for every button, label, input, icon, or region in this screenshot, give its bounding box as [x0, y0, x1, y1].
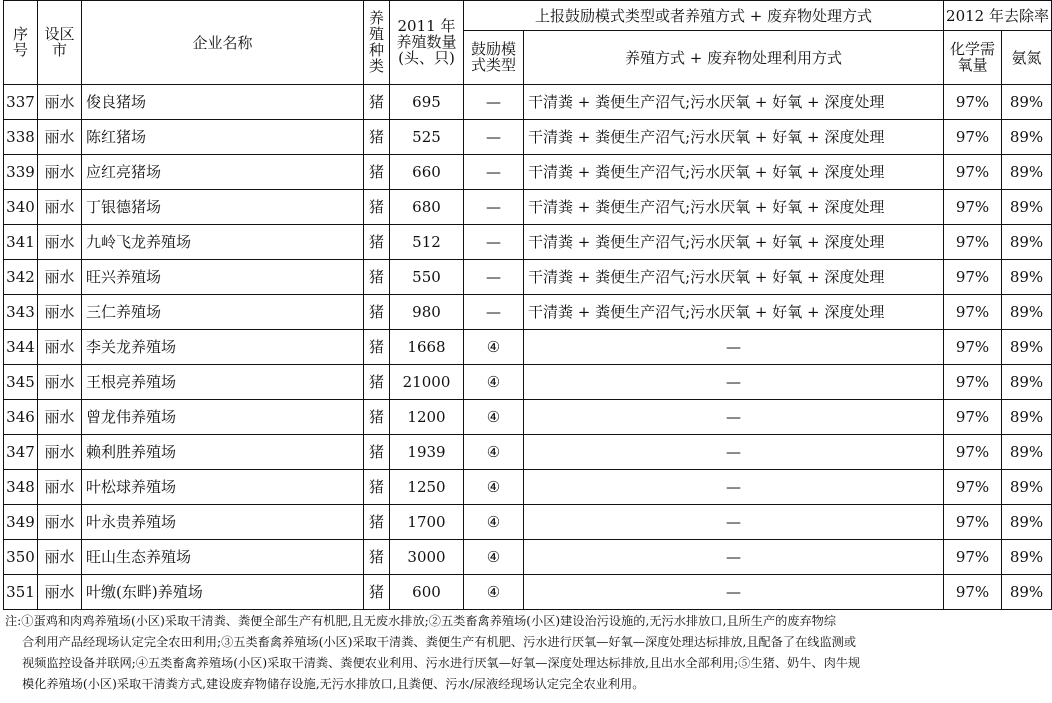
cell-species: 猪 [364, 120, 390, 155]
cell-method: — [524, 470, 944, 505]
cell-city: 丽水 [38, 435, 82, 470]
cell-city: 丽水 [38, 295, 82, 330]
cell-ammonia-rate: 89% [1002, 365, 1052, 400]
cell-mode: ④ [464, 470, 524, 505]
cell-company-name: 九岭飞龙养殖场 [82, 225, 364, 260]
cell-company-name: 叶缴(东畔)养殖场 [82, 575, 364, 610]
cell-cod-rate: 97% [944, 365, 1002, 400]
cell-cod-rate: 97% [944, 260, 1002, 295]
cell-mode: ④ [464, 435, 524, 470]
cell-cod-rate: 97% [944, 85, 1002, 120]
cell-mode: ④ [464, 575, 524, 610]
cell-seq: 349 [4, 505, 38, 540]
cell-seq: 345 [4, 365, 38, 400]
cell-cod-rate: 97% [944, 225, 1002, 260]
table-row [4, 435, 1052, 470]
cell-method: 干清粪 + 粪便生产沼气;污水厌氧 + 好氧 + 深度处理 [524, 190, 944, 225]
cell-seq: 347 [4, 435, 38, 470]
cell-cod-rate: 97% [944, 120, 1002, 155]
cell-cod-rate: 97% [944, 505, 1002, 540]
cell-method: — [524, 400, 944, 435]
table-row [4, 85, 1052, 120]
cell-seq: 351 [4, 575, 38, 610]
cell-city: 丽水 [38, 470, 82, 505]
cell-seq: 337 [4, 85, 38, 120]
header-mode: 鼓励模式类型 [464, 31, 524, 85]
cell-cod-rate: 97% [944, 470, 1002, 505]
cell-ammonia-rate: 89% [1002, 435, 1052, 470]
cell-ammonia-rate: 89% [1002, 295, 1052, 330]
cell-city: 丽水 [38, 505, 82, 540]
cell-city: 丽水 [38, 540, 82, 575]
cell-mode: — [464, 190, 524, 225]
cell-count: 3000 [390, 540, 464, 575]
footnote-line-1: 注:①蛋鸡和肉鸡养殖场(小区)采取干清粪、粪便全部生产有机肥,且无废水排放;②五类畜禽养殖场(小区)建设治污设施的,无污水排放口,且所生产的废弃物综 [5, 614, 837, 628]
footnote-line-2: 合利用产品经现场认定完全农田利用;③五类畜禽养殖场(小区)采取干清粪、粪便生产有机肥、污水进行厌氧—好氧—深度处理达标排放,且配备了在线监测或 [22, 635, 857, 649]
cell-mode: — [464, 260, 524, 295]
cell-seq: 346 [4, 400, 38, 435]
table-row [4, 470, 1052, 505]
cell-city: 丽水 [38, 120, 82, 155]
farm-table [3, 0, 1052, 610]
table-row [4, 190, 1052, 225]
cell-ammonia-rate: 89% [1002, 540, 1052, 575]
cell-method: — [524, 330, 944, 365]
cell-species: 猪 [364, 85, 390, 120]
cell-method: 干清粪 + 粪便生产沼气;污水厌氧 + 好氧 + 深度处理 [524, 260, 944, 295]
table-row [4, 330, 1052, 365]
cell-city: 丽水 [38, 400, 82, 435]
cell-species: 猪 [364, 190, 390, 225]
header-count: 2011 年养殖数量(头、只) [390, 1, 464, 85]
cell-mode: ④ [464, 540, 524, 575]
cell-method: 干清粪 + 粪便生产沼气;污水厌氧 + 好氧 + 深度处理 [524, 120, 944, 155]
cell-ammonia-rate: 89% [1002, 400, 1052, 435]
cell-method: 干清粪 + 粪便生产沼气;污水厌氧 + 好氧 + 深度处理 [524, 225, 944, 260]
cell-company-name: 赖利胜养殖场 [82, 435, 364, 470]
cell-species: 猪 [364, 365, 390, 400]
cell-method: 干清粪 + 粪便生产沼气;污水厌氧 + 好氧 + 深度处理 [524, 155, 944, 190]
header-species: 养殖种类 [364, 1, 390, 85]
cell-ammonia-rate: 89% [1002, 85, 1052, 120]
cell-ammonia-rate: 89% [1002, 225, 1052, 260]
cell-company-name: 叶永贵养殖场 [82, 505, 364, 540]
table-row [4, 225, 1052, 260]
cell-mode: ④ [464, 400, 524, 435]
cell-method: — [524, 365, 944, 400]
cell-species: 猪 [364, 470, 390, 505]
cell-count: 550 [390, 260, 464, 295]
cell-count: 1250 [390, 470, 464, 505]
cell-company-name: 叶松球养殖场 [82, 470, 364, 505]
cell-ammonia-rate: 89% [1002, 330, 1052, 365]
cell-city: 丽水 [38, 365, 82, 400]
cell-mode: — [464, 155, 524, 190]
table-row [4, 365, 1052, 400]
cell-count: 695 [390, 85, 464, 120]
cell-mode: ④ [464, 365, 524, 400]
cell-company-name: 旺山生态养殖场 [82, 540, 364, 575]
cell-city: 丽水 [38, 575, 82, 610]
cell-count: 660 [390, 155, 464, 190]
cell-count: 512 [390, 225, 464, 260]
cell-count: 1668 [390, 330, 464, 365]
cell-species: 猪 [364, 505, 390, 540]
cell-cod-rate: 97% [944, 295, 1002, 330]
header-city: 设区市 [38, 1, 82, 85]
cell-method: — [524, 435, 944, 470]
cell-method: — [524, 540, 944, 575]
cell-mode: — [464, 225, 524, 260]
cell-city: 丽水 [38, 155, 82, 190]
cell-company-name: 陈红猪场 [82, 120, 364, 155]
cell-company-name: 曾龙伟养殖场 [82, 400, 364, 435]
cell-city: 丽水 [38, 190, 82, 225]
footnote-line-4: 模化养殖场(小区)采取干清粪方式,建设废弃物储存设施,无污水排放口,且粪便、污水/尿液经现场认定完全农业利用。 [22, 677, 645, 691]
cell-seq: 348 [4, 470, 38, 505]
header-ammonia: 氨氮 [1002, 31, 1052, 85]
cell-company-name: 俊良猪场 [82, 85, 364, 120]
footnote-line-3: 视频监控设备并联网;④五类畜禽养殖场(小区)采取干清粪、粪便农业利用、污水进行厌氧—好氧—深度处理达标排放,且出水全部利用;⑤生猪、奶牛、肉牛规 [22, 656, 861, 670]
cell-cod-rate: 97% [944, 330, 1002, 365]
cell-company-name: 应红亮猪场 [82, 155, 364, 190]
cell-city: 丽水 [38, 330, 82, 365]
cell-count: 21000 [390, 365, 464, 400]
cell-species: 猪 [364, 435, 390, 470]
header-seq: 序号 [4, 1, 38, 85]
footnote [5, 611, 1049, 695]
cell-method: 干清粪 + 粪便生产沼气;污水厌氧 + 好氧 + 深度处理 [524, 85, 944, 120]
cell-seq: 350 [4, 540, 38, 575]
cell-method: — [524, 505, 944, 540]
cell-company-name: 三仁养殖场 [82, 295, 364, 330]
cell-species: 猪 [364, 575, 390, 610]
cell-cod-rate: 97% [944, 435, 1002, 470]
cell-ammonia-rate: 89% [1002, 190, 1052, 225]
cell-method: 干清粪 + 粪便生产沼气;污水厌氧 + 好氧 + 深度处理 [524, 295, 944, 330]
cell-species: 猪 [364, 260, 390, 295]
header-report-group: 上报鼓励模式类型或者养殖方式 + 废弃物处理方式 [464, 1, 944, 31]
cell-ammonia-rate: 89% [1002, 575, 1052, 610]
cell-seq: 341 [4, 225, 38, 260]
cell-ammonia-rate: 89% [1002, 260, 1052, 295]
cell-mode: ④ [464, 505, 524, 540]
cell-seq: 342 [4, 260, 38, 295]
cell-company-name: 旺兴养殖场 [82, 260, 364, 295]
cell-ammonia-rate: 89% [1002, 470, 1052, 505]
cell-seq: 344 [4, 330, 38, 365]
cell-count: 1700 [390, 505, 464, 540]
table-row [4, 120, 1052, 155]
header-cod: 化学需氧量 [944, 31, 1002, 85]
table-row [4, 575, 1052, 610]
cell-count: 1200 [390, 400, 464, 435]
cell-mode: ④ [464, 330, 524, 365]
cell-seq: 338 [4, 120, 38, 155]
cell-species: 猪 [364, 225, 390, 260]
cell-cod-rate: 97% [944, 575, 1002, 610]
cell-city: 丽水 [38, 225, 82, 260]
cell-count: 600 [390, 575, 464, 610]
cell-mode: — [464, 85, 524, 120]
cell-cod-rate: 97% [944, 400, 1002, 435]
table-row [4, 155, 1052, 190]
cell-city: 丽水 [38, 260, 82, 295]
cell-ammonia-rate: 89% [1002, 155, 1052, 190]
table-row [4, 260, 1052, 295]
cell-ammonia-rate: 89% [1002, 120, 1052, 155]
cell-count: 1939 [390, 435, 464, 470]
cell-seq: 343 [4, 295, 38, 330]
cell-species: 猪 [364, 295, 390, 330]
cell-cod-rate: 97% [944, 540, 1002, 575]
cell-species: 猪 [364, 400, 390, 435]
cell-cod-rate: 97% [944, 190, 1002, 225]
cell-mode: — [464, 120, 524, 155]
table-row [4, 505, 1052, 540]
header-removal-group: 2012 年去除率 [944, 1, 1052, 31]
table-body [4, 85, 1052, 610]
cell-ammonia-rate: 89% [1002, 505, 1052, 540]
table-row [4, 540, 1052, 575]
table-row [4, 400, 1052, 435]
cell-species: 猪 [364, 330, 390, 365]
cell-count: 680 [390, 190, 464, 225]
cell-method: — [524, 575, 944, 610]
header-company: 企业名称 [82, 1, 364, 85]
cell-cod-rate: 97% [944, 155, 1002, 190]
cell-mode: — [464, 295, 524, 330]
cell-count: 980 [390, 295, 464, 330]
table-row [4, 295, 1052, 330]
cell-count: 525 [390, 120, 464, 155]
cell-city: 丽水 [38, 85, 82, 120]
cell-seq: 339 [4, 155, 38, 190]
cell-species: 猪 [364, 540, 390, 575]
cell-company-name: 丁银德猪场 [82, 190, 364, 225]
cell-seq: 340 [4, 190, 38, 225]
cell-company-name: 李关龙养殖场 [82, 330, 364, 365]
cell-company-name: 王根亮养殖场 [82, 365, 364, 400]
cell-species: 猪 [364, 155, 390, 190]
header-method: 养殖方式 + 废弃物处理利用方式 [524, 31, 944, 85]
